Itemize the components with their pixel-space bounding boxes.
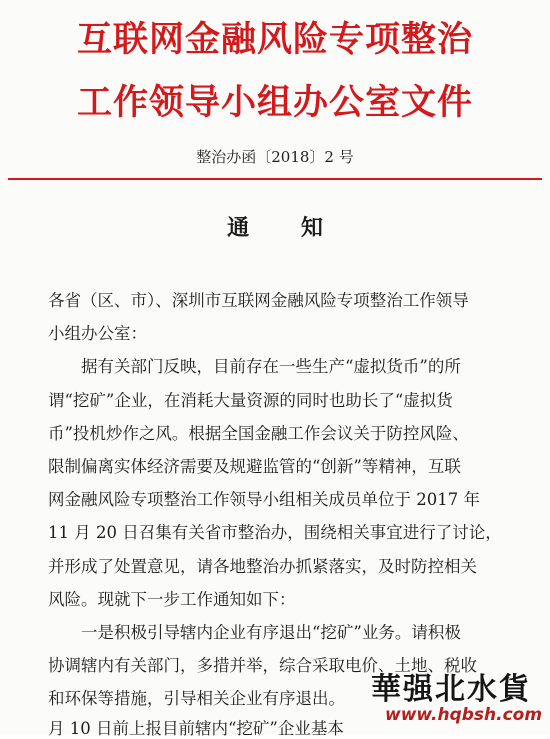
watermark-chinese-text: 華强北水貨: [371, 672, 531, 707]
body-line: 风险。现就下一步工作通知如下：: [48, 589, 296, 609]
body-line: 谓“挖矿”企业，在消耗大量资源的同时也助长了“虚拟货: [48, 390, 453, 410]
body-line: 11 月 20 日召集有关省市整治办，围绕相关事宜进行了讨论，: [48, 523, 502, 543]
body-line: 币”投机炒作之风。根据全国金融工作会议关于防控风险、: [48, 423, 469, 443]
body-line: 协调辖内有关部门，多措并举，综合采取电价、土地、税收: [48, 656, 477, 676]
red-divider-line: [8, 178, 542, 180]
document-header-line-1: 互联网金融风险专项整治: [76, 20, 473, 60]
body-line: 各省（区、市）、深圳市互联网金融风险专项整治工作领导: [48, 291, 469, 310]
body-line: 和环保等措施，引导相关企业有序退出。: [48, 689, 345, 709]
watermark-url: www.hqbsh.com: [385, 705, 543, 725]
document-number: 整治办函〔2018〕2 号: [196, 148, 354, 166]
document-header-line-2: 工作领导小组办公室文件: [76, 83, 473, 123]
body-line: 月 10 日前上报目前辖内“挖矿”企业基本: [48, 719, 344, 739]
body-line: 并形成了处置意见，请各地整治办抓紧落实，及时防控相关: [48, 556, 477, 576]
notice-title: 通 知: [227, 215, 345, 241]
watermark-overlay: [357, 664, 547, 730]
body-line: 小组办公室：: [48, 324, 147, 344]
body-line: 一是积极引导辖内企业有序退出“挖矿”业务。请积极: [48, 623, 461, 642]
body-line: 限制偏离实体经济需要及规避监管的“创新”等精神，互联: [48, 457, 461, 476]
body-line: 网金融风险专项整治工作领导小组相关成员单位于 2017 年: [48, 490, 480, 510]
body-line: 据有关部门反映，目前存在一些生产“虚拟货币”的所: [48, 357, 461, 377]
